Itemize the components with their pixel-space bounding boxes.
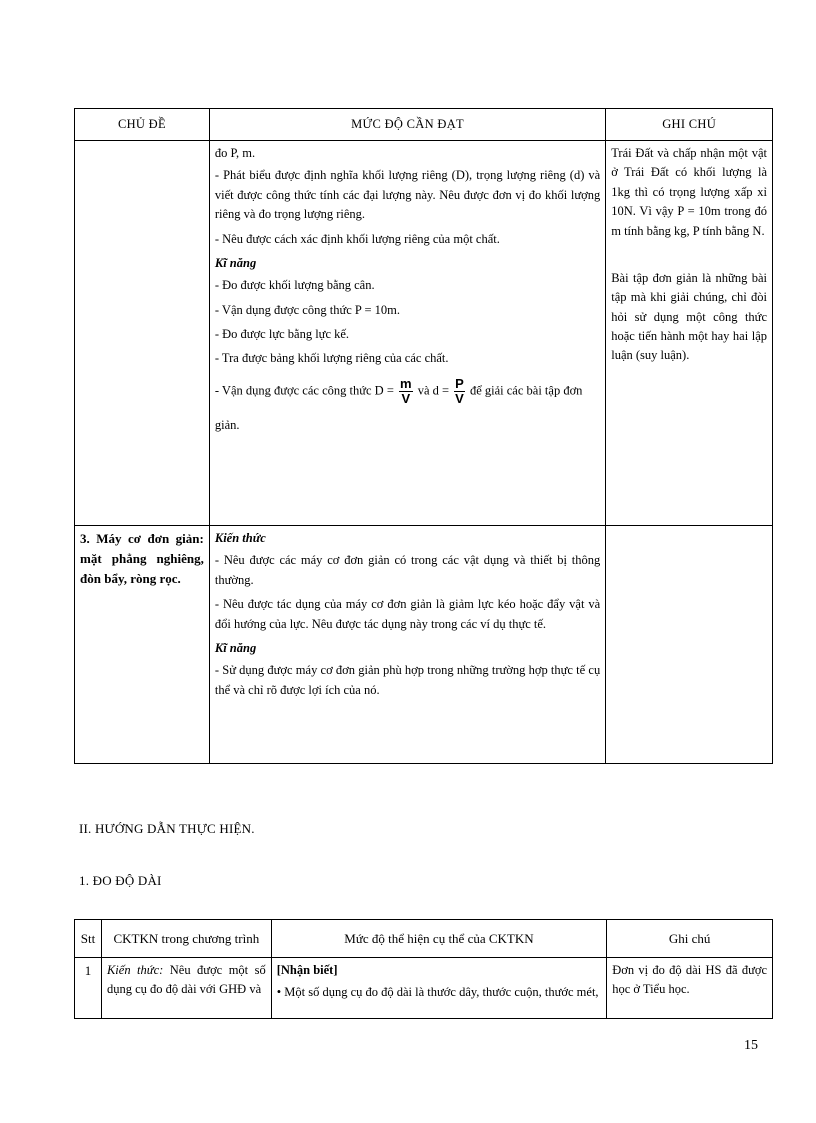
skill-line: - Sử dụng được máy cơ đơn giản phù hợp trong những trường hợp thực tế cụ thể và chỉ rõ được lợi ích của nó. bbox=[214, 663, 601, 697]
note-text: Bài tập đơn giản là những bài tập mà khi giải chúng, chỉ đòi hỏi sử dụng một công thức hoặc tiến hành một hay hai lập luận (suy luận). bbox=[611, 270, 767, 363]
level-bullet: • Một số dụng cụ đo độ dài là thước dây, thước cuộn, thước mét, bbox=[276, 985, 599, 1000]
specific-weight-fraction: $\frac{P}{V}$ bbox=[455, 375, 464, 407]
header-stt: Stt bbox=[75, 920, 102, 958]
skill-line: - Đo được khối lượng bằng cân. bbox=[214, 278, 375, 293]
formula-tail: giản. bbox=[214, 418, 240, 433]
skill-line: - Tra được bảng khối lượng riêng của các chất. bbox=[214, 351, 449, 366]
knowledge-heading: Kiến thức bbox=[214, 531, 266, 545]
density-fraction: $\frac{m}{V}$ bbox=[400, 375, 412, 407]
skill-heading: Kĩ năng bbox=[214, 255, 257, 270]
subsection-title: 1. ĐO ĐỘ DÀI bbox=[79, 873, 162, 888]
level-cell bbox=[209, 526, 605, 764]
topic-cell bbox=[75, 141, 210, 526]
ckt-cell: Kiến thức: Nêu được một số dụng cụ đo độ dài với GHĐ và bbox=[101, 958, 271, 1019]
section-title: II. HƯỚNG DẪN THỰC HIỆN. bbox=[79, 821, 255, 836]
notes-cell: Đơn vị đo độ dài HS đã được học ở Tiểu học. bbox=[607, 958, 773, 1019]
level-cell bbox=[209, 141, 605, 526]
header-level: Mức độ thể hiện cụ thể của CKTKN bbox=[271, 920, 606, 958]
page-number: 15 bbox=[744, 1038, 758, 1053]
standards-table bbox=[74, 108, 773, 764]
skill-line: - Vận dụng được công thức P = 10m. bbox=[214, 302, 401, 317]
level-line: - Nêu được cách xác định khối lượng riêng của một chất. bbox=[214, 231, 500, 246]
table-row bbox=[75, 526, 773, 764]
header-topic: CHỦ ĐỀ bbox=[75, 109, 210, 141]
level-heading: [Nhận biết] bbox=[276, 963, 338, 977]
header-notes: GHI CHÚ bbox=[606, 109, 773, 141]
skill-line: - Đo được lực bằng lực kế. bbox=[214, 327, 350, 341]
table-row bbox=[75, 141, 773, 526]
header-ckt: CKTKN trong chương trình bbox=[101, 920, 271, 958]
header-notes: Ghi chú bbox=[607, 920, 773, 958]
knowledge-line: - Nêu được các máy cơ đơn giản có trong các vật dụng và thiết bị thông thường. bbox=[214, 553, 601, 587]
note-text: Trái Đất và chấp nhận một vật ở Trái Đất có khối lượng là 1kg thì có trọng lượng xấp xỉ 10N. Vì vậy P = 10m trong đó m tính bằng kg, P tính bằng N. bbox=[611, 146, 767, 238]
stt-cell: 1 bbox=[75, 958, 102, 1019]
header-level: MỨC ĐỘ CẦN ĐẠT bbox=[209, 109, 605, 141]
level-line: đo P, m. bbox=[214, 146, 256, 160]
knowledge-line: - Nêu được tác dụng của máy cơ đơn giản là giảm lực kéo hoặc đẩy vật và đổi hướng của lực. Nêu được tác dụng này trong các ví dụ thực tế. bbox=[214, 597, 601, 631]
level-line: - Phát biểu được định nghĩa khối lượng riêng (D), trọng lượng riêng (d) và viết được công thức tính các đại lượng này. Nêu được đơn vị đo khối lượng riêng và đo trọng lượng riêng. bbox=[214, 168, 601, 222]
formula-line: - Vận dụng được các công thức D = $\frac{m}{V}$ và d = $\frac{P}{V}$ để giải các bài tập đơn bbox=[214, 375, 583, 407]
table-row bbox=[75, 958, 773, 1019]
notes-cell bbox=[606, 526, 773, 764]
level-cell bbox=[271, 958, 606, 1019]
length-measurement-table bbox=[74, 919, 773, 1019]
skill-heading: Kĩ năng bbox=[214, 640, 257, 655]
topic-cell: 3. Máy cơ đơn giản: mặt phẳng nghiêng, đòn bẩy, ròng rọc. bbox=[75, 526, 210, 764]
notes-cell bbox=[606, 141, 773, 526]
